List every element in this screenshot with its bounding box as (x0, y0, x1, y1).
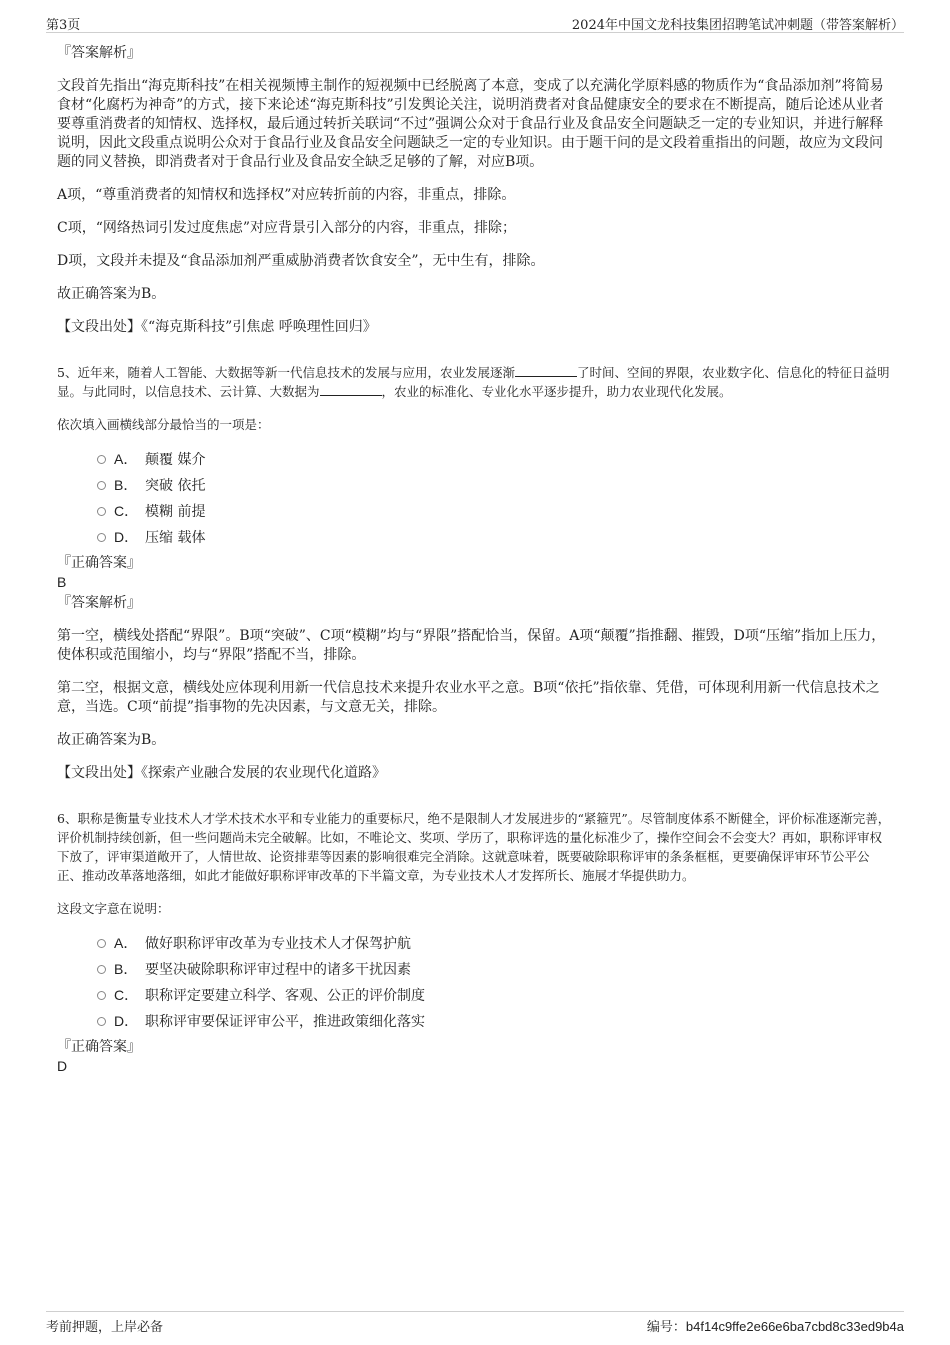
page-content (57, 44, 893, 1078)
radio-button-icon[interactable] (97, 939, 106, 948)
q6-option-a[interactable]: A． 做好职称评审改革为专业技术人才保驾护航 (97, 930, 893, 956)
page-number: 第3页 (46, 18, 81, 33)
document-title: 2024年中国文龙科技集团招聘笔试冲刺题（带答案解析） (571, 18, 904, 33)
radio-button-icon[interactable] (97, 533, 106, 542)
document-serial: 编号：b4f14c9ffe2e66e6ba7cbd8c33ed9b4a (646, 1319, 904, 1334)
q4-conclusion: 故正确答案为B。 (57, 286, 166, 302)
q5-correct-label: 『正确答案』 (57, 555, 141, 571)
q6-options (97, 930, 893, 1034)
q4-source: 【文段出处】《“海克斯科技”引焦虑 呼唤理性回归》 (57, 319, 377, 335)
footer-slogan: 考前押题，上岸必备 (46, 1320, 164, 1335)
page-footer (46, 1311, 904, 1336)
q6-option-b[interactable]: B． 要坚决破除职称评审过程中的诸多干扰因素 (97, 956, 893, 982)
radio-button-icon[interactable] (97, 991, 106, 1000)
page-header (46, 12, 904, 33)
q5-prompt: 依次填入画横线部分最恰当的一项是： (57, 417, 270, 432)
q5-correct-answer: B (57, 574, 67, 590)
q4-analysis-option-a: A项，“尊重消费者的知情权和选择权”对应转折前的内容，非重点，排除。 (57, 187, 516, 203)
q5-options (97, 446, 893, 550)
radio-button-icon[interactable] (97, 455, 106, 464)
q4-analysis-label: 『答案解析』 (57, 45, 141, 61)
q5-option-a[interactable]: A． 颠覆 媒介 (97, 446, 893, 472)
q6-prompt: 这段文字意在说明： (57, 901, 170, 916)
radio-button-icon[interactable] (97, 481, 106, 490)
radio-button-icon[interactable] (97, 1017, 106, 1026)
q5-conclusion: 故正确答案为B。 (57, 732, 166, 748)
radio-button-icon[interactable] (97, 507, 106, 516)
fill-blank-1 (515, 364, 577, 377)
q5-analysis-label: 『答案解析』 (57, 595, 141, 611)
q5-option-b[interactable]: B． 突破 依托 (97, 472, 893, 498)
q4-analysis-option-d: D项，文段并未提及“食品添加剂严重威胁消费者饮食安全”，无中生有，排除。 (57, 253, 545, 269)
q6-correct-answer: D (57, 1058, 68, 1074)
q5-option-d[interactable]: D． 压缩 载体 (97, 524, 893, 550)
q4-analysis-option-c: C项，“网络热词引发过度焦虑”对应背景引入部分的内容，非重点，排除； (57, 220, 517, 236)
q6-stem: 6、职称是衡量专业技术人才学术技术水平和专业能力的重要标尺，绝不是限制人才发展进步的“紧箍咒”。尽管制度体系不断健全，评价标准逐渐完善，评价机制持续创新，但一些问题尚未完全破解。比如，不唯论文、奖项、学历了，职称评选的量化标准少了，操作空间会不会变大？再如，职称评审权下放了，评审渠道敞开了，人情世故、论资排辈等因素的影响很难完全消除。这就意味着，既要破除职称评审的条条框框，更要确保评审环节公平公正、推动改革落地落细，如此才能做好职称评审改革的下半篇文章，为专业技术人才发挥所长、施展才华提供助力。 (57, 811, 891, 883)
q5-analysis-paragraph-1: 第一空，横线处搭配“界限”。B项“突破”、C项“模糊”均与“界限”搭配恰当，保留。A项“颠覆”指推翻、摧毁，D项“压缩”指加上压力，使体积或范围缩小，均与“界限”搭配不当，排除。 (57, 628, 886, 663)
q5-stem: 5、近年来，随着人工智能、大数据等新一代信息技术的发展与应用，农业发展逐渐 了时间、空间的界限，农业数字化、信息化的特征日益明显。与此同时，以信息技术、云计算、大数据为 ，农业的标准化、专业化水平逐步提升，助力农业现代化发展。 (57, 365, 890, 399)
q5-analysis-paragraph-2: 第二空，根据文意，横线处应体现利用新一代信息技术来提升农业水平之意。B项“依托”指依靠、凭借，可体现利用新一代信息技术之意，当选。C项“前提”指事物的先决因素，与文意无关，排除。 (57, 680, 880, 715)
q6-option-d[interactable]: D． 职称评审要保证评审公平，推进政策细化落实 (97, 1008, 893, 1034)
fill-blank-2 (320, 383, 382, 396)
q6-correct-label: 『正确答案』 (57, 1039, 141, 1055)
q5-option-c[interactable]: C． 模糊 前提 (97, 498, 893, 524)
q6-option-c[interactable]: C． 职称评定要建立科学、客观、公正的评价制度 (97, 982, 893, 1008)
q4-analysis-paragraph: 文段首先指出“海克斯科技”在相关视频博主制作的短视频中已经脱离了本意，变成了以充满化学原料感的物质作为“食品添加剂”将简易食材“化腐朽为神奇”的方式，接下来论述“海克斯科技”引发舆论关注，说明消费者对食品健康安全的要求在不断提高，随后论述从业者要尊重消费者的知情权、选择权，最后通过转折关联词“不过”强调公众对于食品行业及食品安全问题缺乏一定的专业知识，并进行解释说明，因此文段重点说明公众对于食品行业及食品安全问题缺乏一定的专业知识。由于题干问的是文段着重指出的问题，故应为文段问题的同义替换，即消费者对于食品行业及食品安全缺乏足够的了解，对应B项。 (57, 78, 884, 170)
q5-source: 【文段出处】《探索产业融合发展的农业现代化道路》 (57, 765, 386, 781)
radio-button-icon[interactable] (97, 965, 106, 974)
